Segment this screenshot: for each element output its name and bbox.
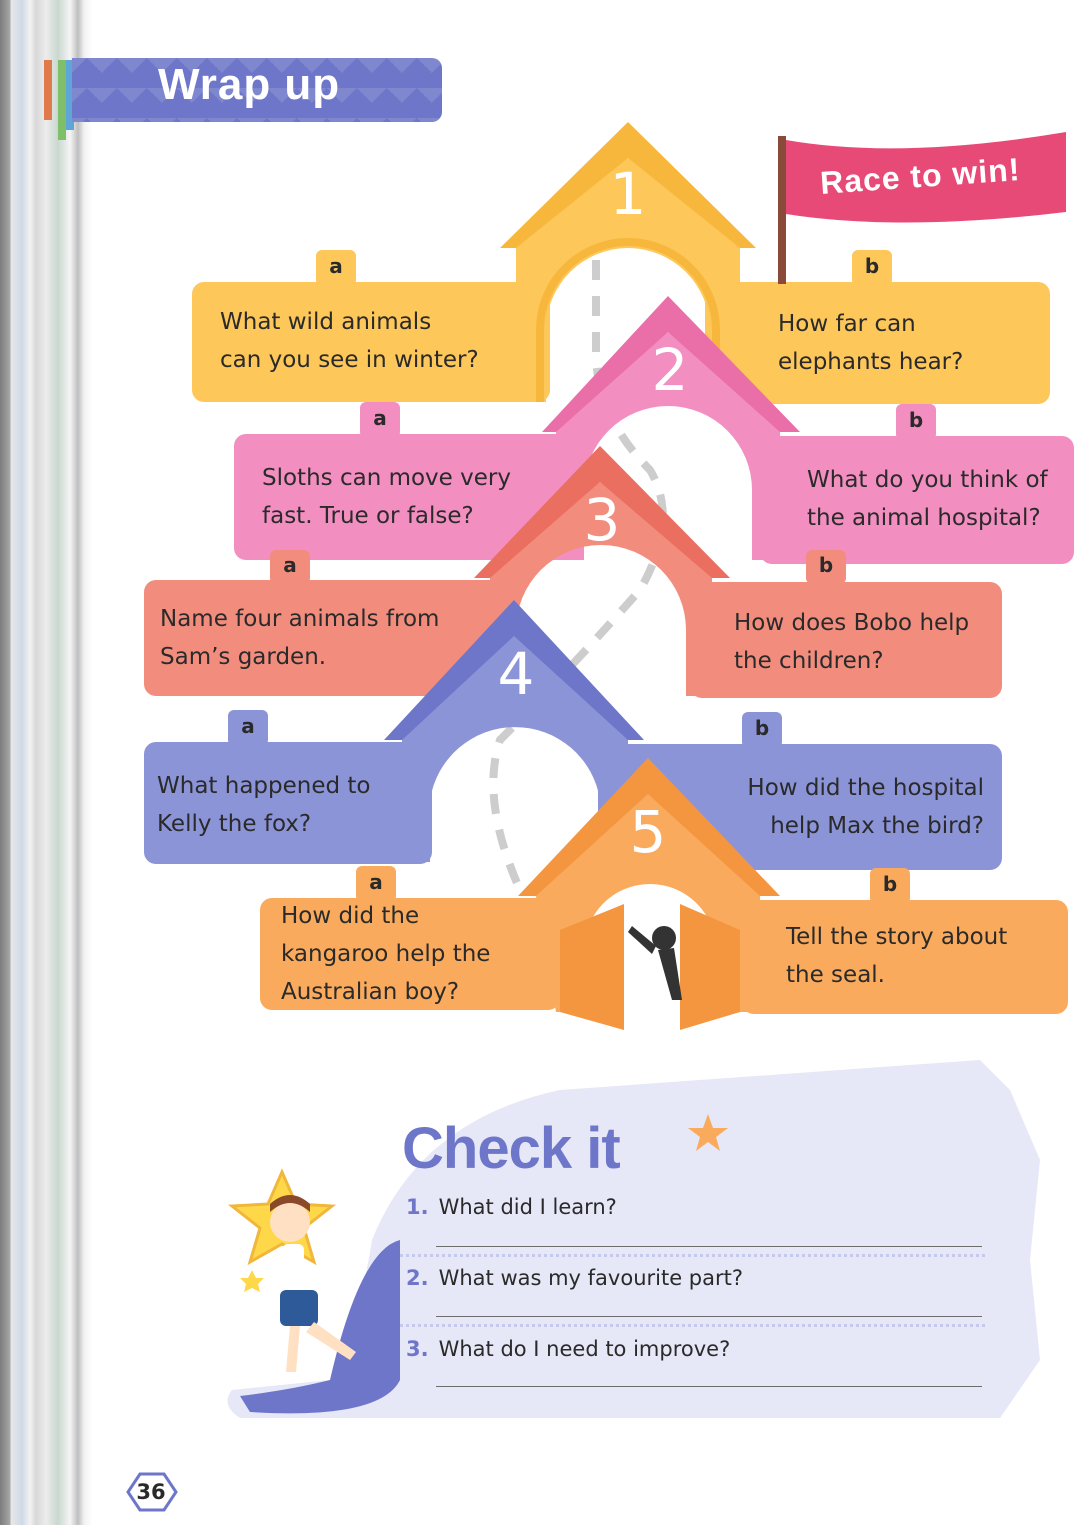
level-4-b-badge: b (754, 716, 770, 740)
level-4-a-badge: a (241, 714, 255, 738)
level-3-a-badge: a (283, 553, 297, 577)
level-2-b-badge: b (908, 408, 924, 432)
level-1-number: 1 (609, 160, 647, 228)
level-1-b-badge: b (864, 254, 880, 278)
level-2-a-badge: a (373, 406, 387, 430)
question-2a: Sloths can move very fast. True or false? (262, 465, 511, 529)
level-3-number: 3 (583, 486, 621, 554)
question-5b: Tell the story about the seal. (786, 924, 1008, 988)
race-to-win-flag-text: Race to win! (818, 151, 1022, 201)
question-5a: How did the kangaroo help the Australian boy? (281, 903, 491, 1005)
level-2-number: 2 (651, 336, 689, 404)
check-item-1 (406, 1195, 617, 1219)
divider-dotted (400, 1324, 985, 1327)
check-item-3-text: What do I need to improve? (438, 1337, 731, 1361)
check-item-1-text: What did I learn? (438, 1195, 617, 1219)
question-1a: What wild animals can you see in winter? (220, 309, 479, 373)
level-4-number: 4 (497, 640, 535, 708)
check-item-3 (406, 1337, 730, 1361)
level-1-a-badge: a (329, 254, 343, 278)
question-1b: How far can elephants hear? (778, 311, 964, 375)
divider-dotted (400, 1254, 985, 1257)
race-flag (778, 132, 1066, 284)
answer-line-2[interactable] (436, 1316, 982, 1317)
page-title: Wrap up (158, 60, 341, 109)
page-number: 36 (136, 1480, 166, 1504)
check-it-title: Check it (402, 1116, 620, 1181)
check-item-2-text: What was my favourite part? (438, 1266, 744, 1290)
question-2b: What do you think of the animal hospital? (807, 467, 1048, 531)
level-5-number: 5 (629, 798, 667, 866)
level-5-b-badge: b (882, 872, 898, 896)
check-item-2 (406, 1266, 743, 1290)
answer-line-3[interactable] (436, 1386, 982, 1387)
answer-line-1[interactable] (436, 1246, 982, 1247)
question-3b: How does Bobo help the children? (734, 610, 970, 674)
question-3a: Name four animals from Sam’s garden. (160, 606, 440, 670)
question-4a: What happened to Kelly the fox? (157, 773, 371, 837)
check-item-3-number: 3. (406, 1337, 429, 1361)
check-item-1-number: 1. (406, 1195, 429, 1219)
level-5-a-badge: a (369, 870, 383, 894)
question-4b: How did the hospital help Max the bird? (747, 775, 984, 839)
level-3-b-badge: b (818, 553, 834, 577)
check-item-2-number: 2. (406, 1266, 429, 1290)
